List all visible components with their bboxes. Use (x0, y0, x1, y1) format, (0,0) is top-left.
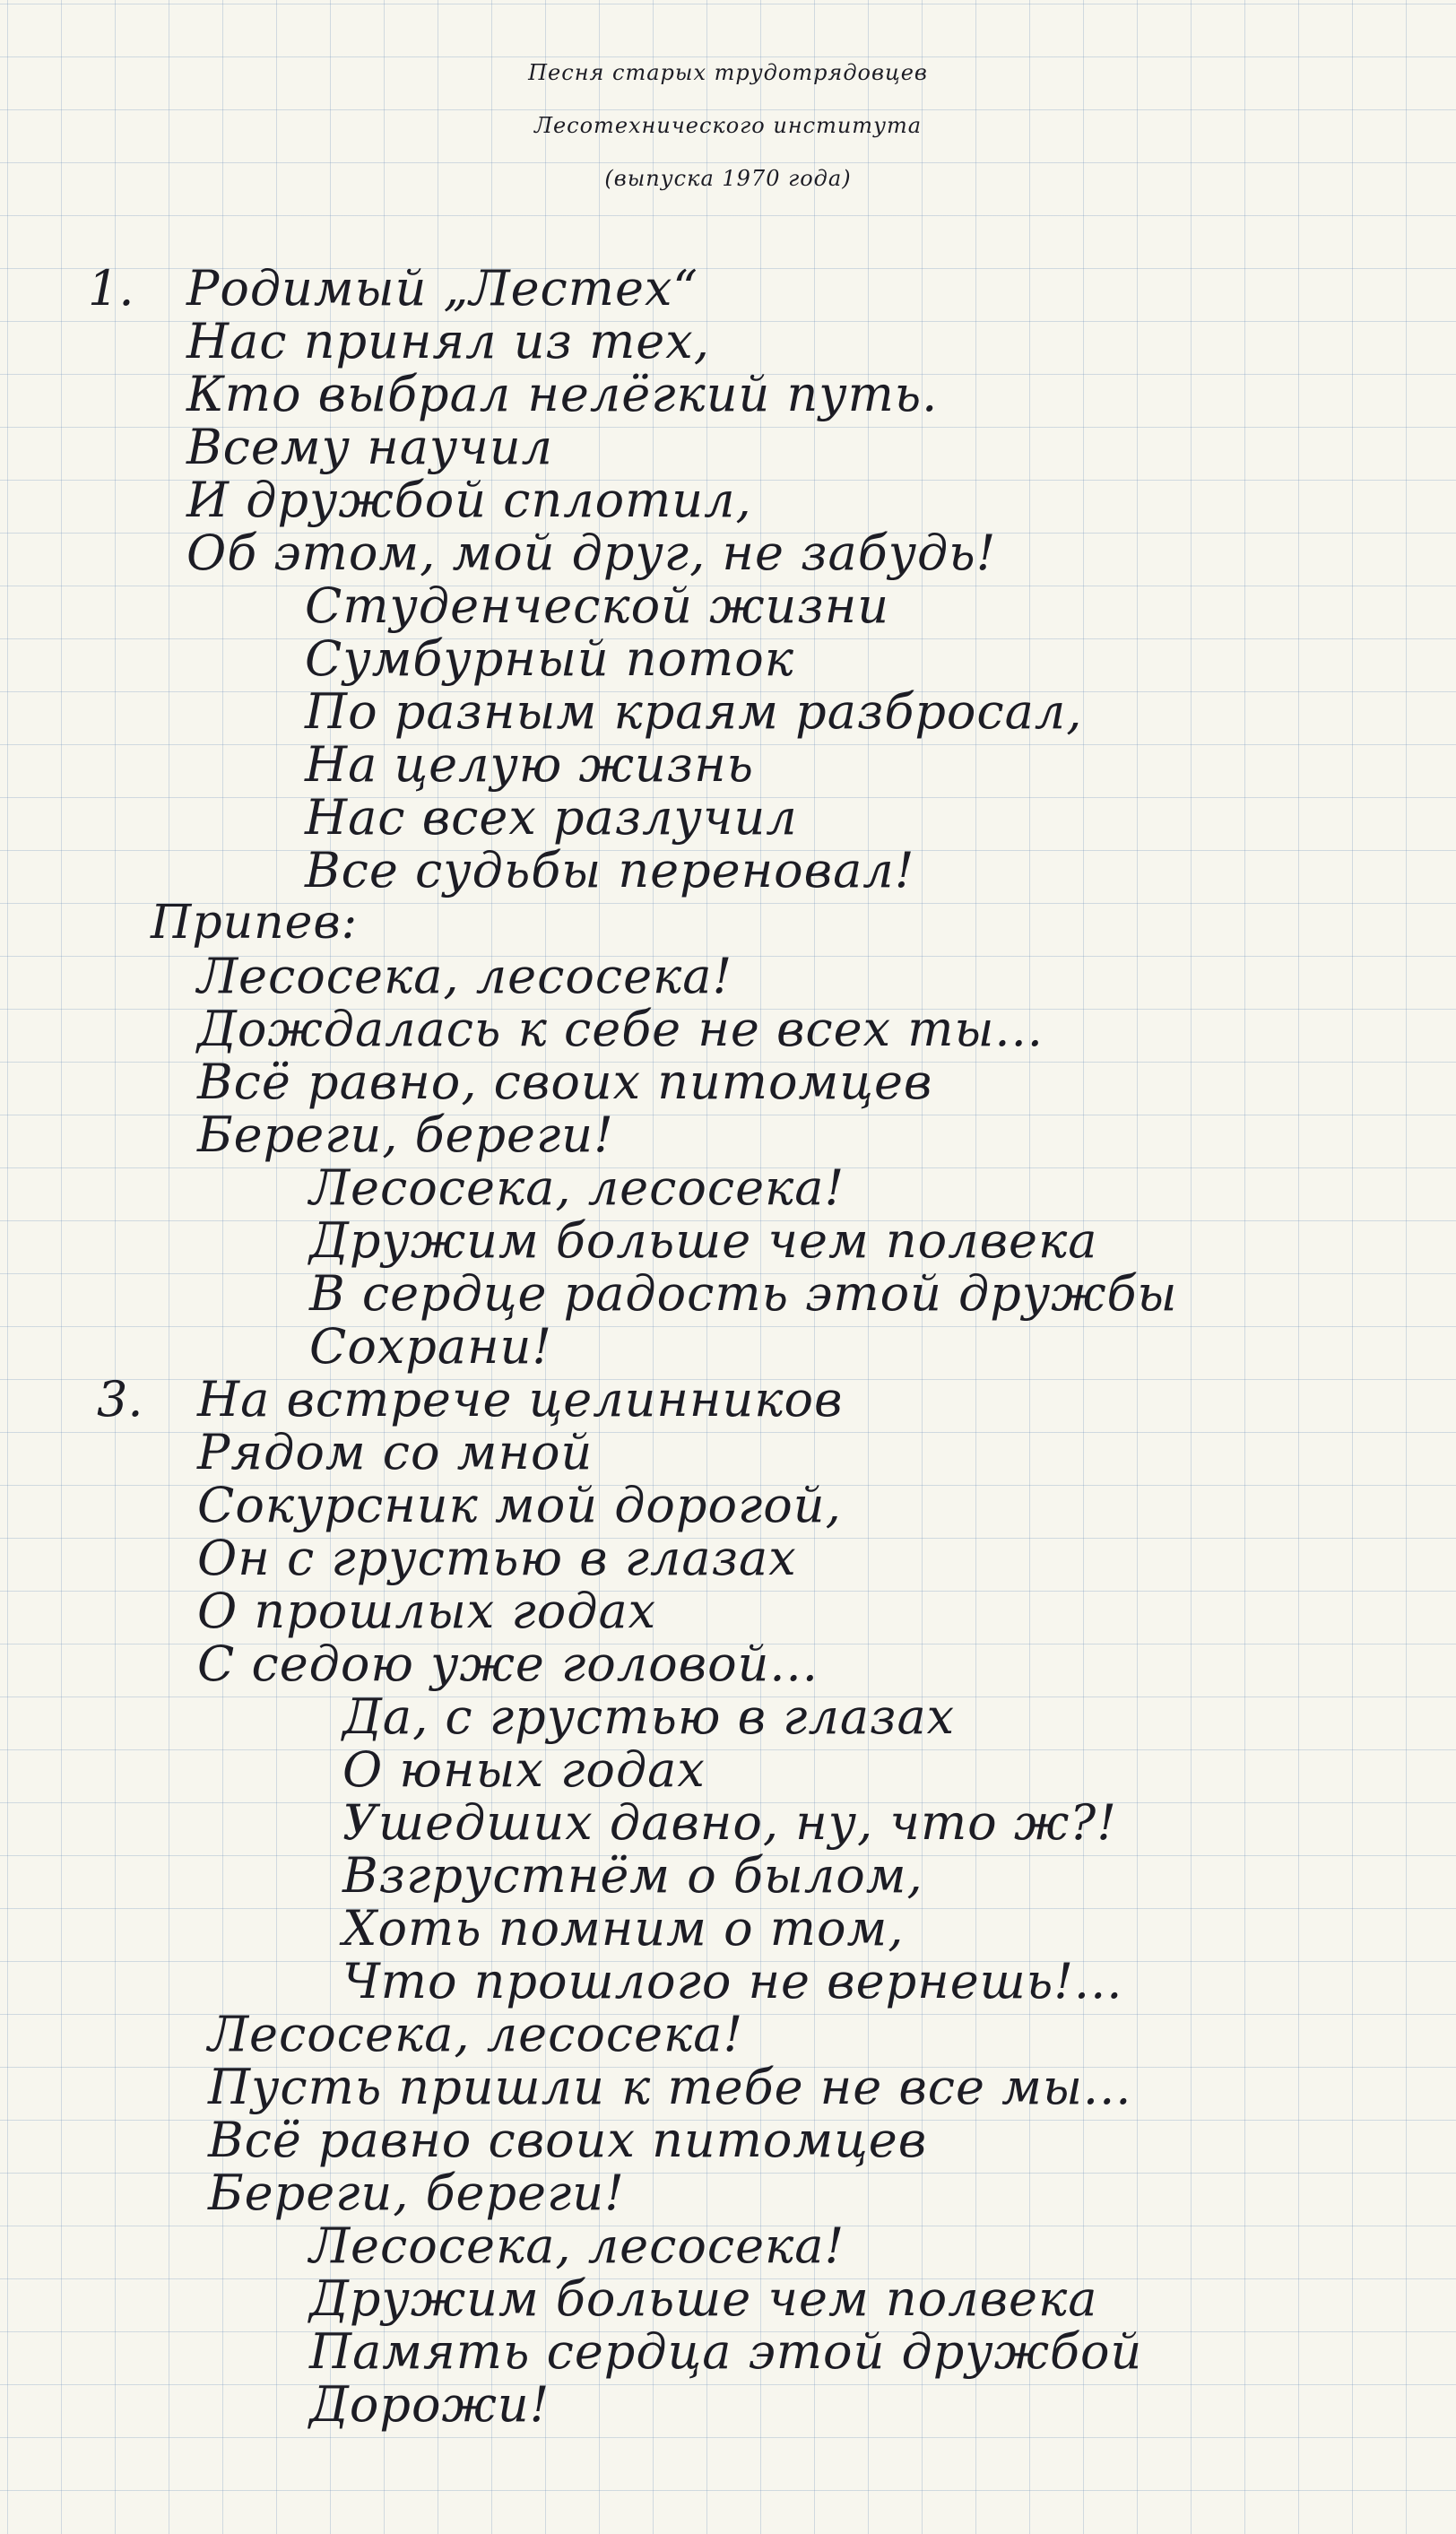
verse-3-line: О прошлых годах (197, 1583, 657, 1639)
verse-1-line: Нас принял из тех, (186, 313, 710, 369)
chorus-1-line: Дождалась к себе не всех ты... (197, 1001, 1044, 1057)
chorus-2-line: Лесосека, лесосека! (208, 2006, 744, 2062)
verse-1-line: Об этом, мой друг, не забудь! (186, 525, 997, 581)
chorus-2-indented-line: Память сердца этой дружбой (309, 2323, 1143, 2380)
verse-1-line: Кто выбрал нелёгкий путь. (186, 366, 939, 422)
verse-1-indented-line: По разным краям разбросал, (305, 683, 1083, 740)
chorus-2-indented-line: Лесосека, лесосека! (309, 2217, 845, 2274)
chorus-2-line: Всё равно своих питомцев (208, 2112, 928, 2168)
title-line-2: Лесотехнического института (533, 113, 923, 138)
verse-3-number: 3. (97, 1371, 143, 1428)
chorus-1-indented-line: Лесосека, лесосека! (309, 1159, 845, 1216)
chorus-1-line: Всё равно, своих питомцев (197, 1054, 933, 1110)
verse-3-indented-line: Что прошлого не вернешь!... (342, 1953, 1123, 2009)
verse-1-line: И дружбой сплотил, (186, 472, 752, 528)
song-title (0, 47, 1456, 205)
chorus-2-line: Береги, береги! (208, 2165, 625, 2221)
chorus-2-indented-line: Дорожи! (309, 2376, 550, 2433)
verse-3-line: Сокурсник мой дорогой, (197, 1477, 842, 1533)
verse-1-indented-line: На целую жизнь (305, 736, 755, 793)
chorus-2-line: Пусть пришли к тебе не все мы... (208, 2059, 1132, 2115)
chorus-2-indented-line: Дружим больше чем полвека (309, 2270, 1098, 2327)
verse-1-line: Родимый „Лестех“ (186, 260, 699, 317)
verse-3-line: С седою уже головой... (197, 1636, 819, 1692)
chorus-1-line: Береги, береги! (197, 1106, 614, 1163)
verse-3-indented-line: О юных годах (342, 1741, 706, 1798)
verse-3-indented-line: Ушедших давно, ну, что ж?! (342, 1794, 1117, 1851)
verse-3-indented-line: Взгрустнём о былом, (342, 1847, 923, 1904)
verse-3-line: Рядом со мной (197, 1424, 594, 1480)
title-line-1: Песня старых трудотрядовцев (528, 60, 928, 85)
chorus-1-indented-line: Дружим больше чем полвека (309, 1212, 1098, 1269)
verse-1-indented-line: Все судьбы переновал! (305, 842, 915, 898)
title-line-3: (выпуска 1970 года) (604, 166, 852, 191)
verse-1-indented-line: Студенческой жизни (305, 577, 890, 634)
verse-1-line: Всему научил (186, 419, 553, 475)
verse-1-indented-line: Нас всех разлучил (305, 789, 798, 846)
chorus-1-indented-line: Сохрани! (309, 1318, 553, 1375)
chorus-label: Припев: (151, 896, 359, 950)
verse-3-indented-line: Да, с грустью в глазах (342, 1688, 956, 1745)
chorus-1-line: Лесосека, лесосека! (197, 948, 733, 1004)
verse-3-line: Он с грустью в глазах (197, 1530, 797, 1586)
verse-1-number: 1. (88, 260, 134, 317)
chorus-1-indented-line: В сердце радость этой дружбы (309, 1265, 1178, 1322)
verse-3-line: На встрече целинников (197, 1371, 844, 1428)
verse-3-indented-line: Хоть помним о том, (342, 1900, 905, 1957)
verse-1-indented-line: Сумбурный поток (305, 630, 795, 687)
